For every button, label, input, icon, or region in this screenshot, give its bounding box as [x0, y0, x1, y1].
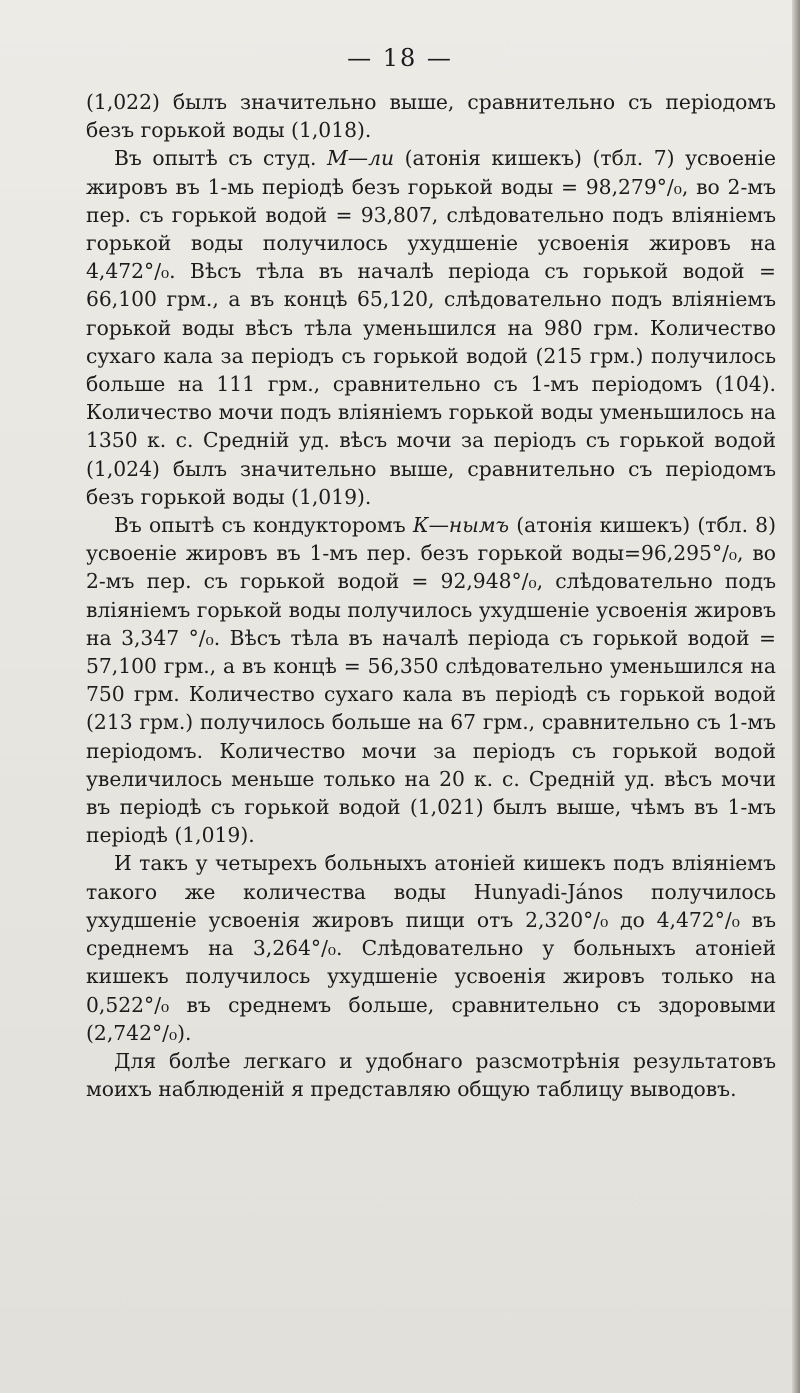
- paragraph-summary: [86, 849, 776, 1046]
- page-edge: [792, 0, 800, 1393]
- body-text: [86, 88, 776, 1103]
- paragraph-text: Для болѣе легкаго и удобнаго разсмотрѣнія результатовъ моихъ наблюденій я представляю общую таблицу выводовъ.: [86, 1048, 776, 1102]
- paragraph-text: И такъ у четырехъ больныхъ атоніей кишекъ подъ вліяніемъ такого же количества воды Hunyadi-János получилось ухудшеніе усвоенія жировъ пищи отъ 2,320°/₀ до 4,472°/₀ въ среднемъ на 3,264°/₀. Слѣдовательно у больныхъ атоніей кишекъ получилось ухудшеніе усвоенія жировъ только на 0,522°/₀ въ среднемъ больше, сравнительно съ здоровыми (2,742°/₀).: [86, 851, 776, 1045]
- paragraph-text: (1,022) былъ значительно выше, сравнительно съ періодомъ безъ горькой воды (1,018).: [86, 90, 776, 143]
- paragraph-experiment-student: [86, 144, 776, 511]
- paragraph-text: (атонія кишекъ) (тбл. 8) усвоеніе жировъ въ 1-мъ пер. безъ горькой воды=96,295°/₀, во 2-мъ пер. съ горькой водой = 92,948°/₀, слѣдовательно подъ вліяніемъ горькой воды получилось ухудшеніе усвоенія жировъ на 3,347 °/₀. Вѣсъ тѣла въ началѣ періода съ горькой водой = 57,100 грм., а въ концѣ = 56,350 слѣдовательно уменьшился на 750 грм. Количество сухаго кала въ періодѣ съ горькой водой (213 грм.) получилось больше на 67 грм., сравнительно съ 1-мъ періодомъ. Количество мочи за періодъ съ горькой водой увеличилось меньше только на 20 к. с. Средній уд. вѣсъ мочи въ періодѣ съ горькой водой (1,021) былъ выше, чѣмъ въ 1-мъ періодѣ (1,019).: [86, 513, 776, 848]
- paragraph-lead: Въ опытѣ съ кондукторомъ: [114, 513, 413, 538]
- patient-initials: М—ли: [327, 146, 395, 171]
- page-number: — 18 —: [347, 44, 453, 72]
- patient-initials: К—нымъ: [412, 513, 510, 538]
- paragraph-lead: Въ опытѣ съ студ.: [114, 146, 328, 171]
- paragraph-experiment-conductor: [86, 511, 776, 849]
- paragraph-table-intro: [86, 1047, 776, 1103]
- paragraph-continuation: [86, 88, 776, 144]
- paragraph-text: (атонія кишекъ) (тбл. 7) усвоеніе жировъ въ 1-мь періодѣ безъ горькой воды = 98,279°/₀, во 2-мъ пер. съ горькой водой = 93,807, слѣдовательно подъ вліяніемъ горькой воды получилось ухудшеніе усвоенія жировъ на 4,472°/₀. Вѣсъ тѣла въ началѣ періода съ горькой водой = 66,100 грм., а въ концѣ 65,120, слѣдовательно подъ вліяніемъ горькой воды вѣсъ тѣла уменьшился на 980 грм. Количество сухаго кала за періодъ съ горькой водой (215 грм.) получилось больше на 111 грм., сравнительно съ 1-мъ періодомъ (104). Количество мочи подъ вліяніемъ горькой воды уменьшилось на 1350 к. с. Средній уд. вѣсъ мочи за періодъ съ горькой водой (1,024) былъ значительно выше, сравнительно съ періодомъ безъ горькой воды (1,019).: [86, 146, 776, 509]
